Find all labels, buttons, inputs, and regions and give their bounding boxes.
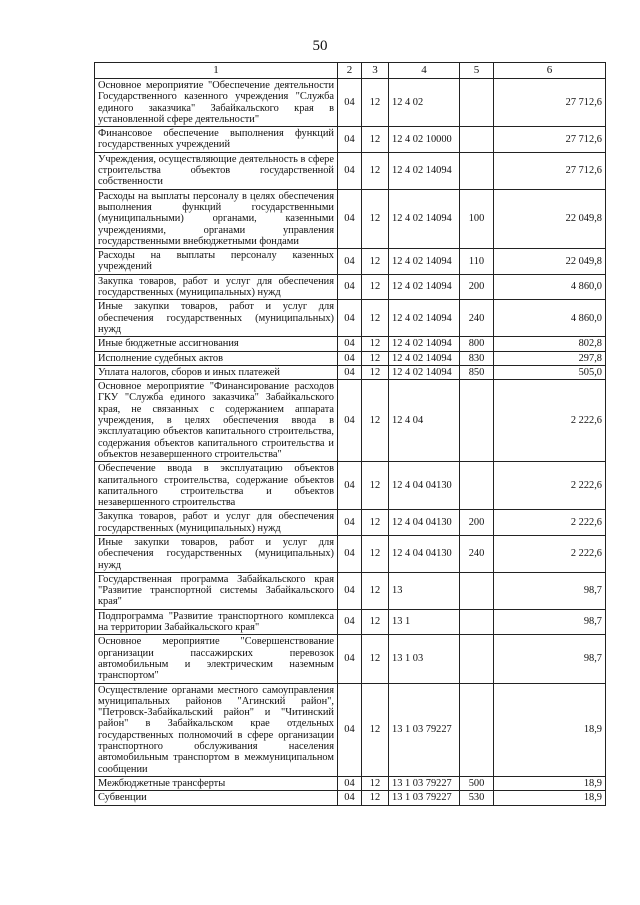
table-row xyxy=(95,249,606,275)
row-name: Иные закупки товаров, работ и услуг для обеспечения государственных (муниципальных) нужд xyxy=(95,535,338,572)
row-target-article: 12 4 02 14094 xyxy=(389,337,460,351)
header-col-2: 2 xyxy=(338,63,362,79)
row-amount: 22 049,8 xyxy=(494,189,606,248)
row-name: Расходы на выплаты персоналу казенных учреждений xyxy=(95,249,338,275)
row-amount: 505,0 xyxy=(494,365,606,379)
row-section: 04 xyxy=(338,249,362,275)
row-subsection: 12 xyxy=(362,337,389,351)
row-expense-type: 530 xyxy=(460,791,494,805)
row-subsection: 12 xyxy=(362,683,389,776)
row-target-article: 12 4 02 14094 xyxy=(389,189,460,248)
row-expense-type xyxy=(460,572,494,609)
row-target-article: 12 4 02 14094 xyxy=(389,365,460,379)
row-name: Иные закупки товаров, работ и услуг для обеспечения государственных (муниципальных) нужд xyxy=(95,300,338,337)
header-col-4: 4 xyxy=(389,63,460,79)
row-amount: 2 222,6 xyxy=(494,462,606,510)
row-target-article: 12 4 02 14094 xyxy=(389,274,460,300)
table-row xyxy=(95,635,606,683)
row-amount: 297,8 xyxy=(494,351,606,365)
row-expense-type xyxy=(460,127,494,153)
row-section: 04 xyxy=(338,609,362,635)
row-name: Иные бюджетные ассигнования xyxy=(95,337,338,351)
row-target-article: 12 4 04 04130 xyxy=(389,462,460,510)
row-section: 04 xyxy=(338,635,362,683)
row-amount: 22 049,8 xyxy=(494,249,606,275)
row-name: Исполнение судебных актов xyxy=(95,351,338,365)
row-target-article: 12 4 04 04130 xyxy=(389,535,460,572)
table-row xyxy=(95,127,606,153)
row-amount: 27 712,6 xyxy=(494,152,606,189)
row-expense-type xyxy=(460,462,494,510)
row-subsection: 12 xyxy=(362,351,389,365)
row-section: 04 xyxy=(338,189,362,248)
row-amount: 18,9 xyxy=(494,776,606,790)
row-target-article: 12 4 04 xyxy=(389,380,460,462)
row-subsection: 12 xyxy=(362,249,389,275)
row-name: Субвенции xyxy=(95,791,338,805)
row-subsection: 12 xyxy=(362,776,389,790)
row-amount: 18,9 xyxy=(494,791,606,805)
row-target-article: 13 1 03 79227 xyxy=(389,791,460,805)
row-target-article: 13 xyxy=(389,572,460,609)
row-subsection: 12 xyxy=(362,79,389,127)
table-row xyxy=(95,189,606,248)
table-row xyxy=(95,152,606,189)
table-row xyxy=(95,274,606,300)
header-row xyxy=(95,63,606,79)
row-name: Межбюджетные трансферты xyxy=(95,776,338,790)
table-row xyxy=(95,337,606,351)
row-expense-type xyxy=(460,683,494,776)
table-row xyxy=(95,380,606,462)
row-amount: 98,7 xyxy=(494,572,606,609)
row-section: 04 xyxy=(338,351,362,365)
row-target-article: 12 4 02 14094 xyxy=(389,300,460,337)
page-number: 50 xyxy=(312,38,328,54)
row-amount: 2 222,6 xyxy=(494,510,606,536)
row-name: Подпрограмма "Развитие транспортного комплекса на территории Забайкальского края" xyxy=(95,609,338,635)
row-expense-type: 830 xyxy=(460,351,494,365)
row-section: 04 xyxy=(338,79,362,127)
row-name: Осуществление органами местного самоуправления муниципальных районов "Агинский район", "Петровск-Забайкальский район" и "Читинский район" в Забайкальском крае отдельных государственных полномочий в сфере организации транспортного обслуживания населения автомобильным транспортом в межмуниципальном сообщении xyxy=(95,683,338,776)
row-subsection: 12 xyxy=(362,380,389,462)
row-subsection: 12 xyxy=(362,535,389,572)
table-row xyxy=(95,300,606,337)
row-amount: 4 860,0 xyxy=(494,300,606,337)
header-col-5: 5 xyxy=(460,63,494,79)
row-target-article: 12 4 02 xyxy=(389,79,460,127)
row-expense-type: 240 xyxy=(460,535,494,572)
table-row xyxy=(95,351,606,365)
row-expense-type xyxy=(460,635,494,683)
budget-table xyxy=(94,62,606,806)
row-expense-type: 110 xyxy=(460,249,494,275)
row-amount: 98,7 xyxy=(494,609,606,635)
table-row xyxy=(95,365,606,379)
row-section: 04 xyxy=(338,683,362,776)
row-expense-type xyxy=(460,609,494,635)
table-row xyxy=(95,791,606,805)
row-name: Закупка товаров, работ и услуг для обеспечения государственных (муниципальных) нужд xyxy=(95,274,338,300)
table-row xyxy=(95,462,606,510)
row-expense-type: 850 xyxy=(460,365,494,379)
row-subsection: 12 xyxy=(362,572,389,609)
row-section: 04 xyxy=(338,462,362,510)
row-target-article: 12 4 02 14094 xyxy=(389,152,460,189)
row-section: 04 xyxy=(338,380,362,462)
row-amount: 2 222,6 xyxy=(494,380,606,462)
row-expense-type: 500 xyxy=(460,776,494,790)
table-row xyxy=(95,683,606,776)
table-row xyxy=(95,776,606,790)
row-amount: 27 712,6 xyxy=(494,79,606,127)
row-target-article: 12 4 02 10000 xyxy=(389,127,460,153)
row-section: 04 xyxy=(338,337,362,351)
row-target-article: 12 4 02 14094 xyxy=(389,351,460,365)
table-row xyxy=(95,510,606,536)
row-subsection: 12 xyxy=(362,609,389,635)
row-subsection: 12 xyxy=(362,127,389,153)
row-section: 04 xyxy=(338,127,362,153)
header-col-3: 3 xyxy=(362,63,389,79)
table-body xyxy=(95,79,606,806)
row-name: Основное мероприятие "Обеспечение деятельности Государственного казенного учреждения "Служба единого заказчика" Забайкальского края в установленной сфере деятельности" xyxy=(95,79,338,127)
row-amount: 2 222,6 xyxy=(494,535,606,572)
row-section: 04 xyxy=(338,791,362,805)
row-section: 04 xyxy=(338,300,362,337)
row-amount: 98,7 xyxy=(494,635,606,683)
row-expense-type: 240 xyxy=(460,300,494,337)
row-subsection: 12 xyxy=(362,510,389,536)
row-expense-type xyxy=(460,79,494,127)
table-row xyxy=(95,609,606,635)
header-col-6: 6 xyxy=(494,63,606,79)
row-section: 04 xyxy=(338,365,362,379)
row-amount: 802,8 xyxy=(494,337,606,351)
row-section: 04 xyxy=(338,572,362,609)
row-section: 04 xyxy=(338,776,362,790)
table-row xyxy=(95,79,606,127)
row-subsection: 12 xyxy=(362,791,389,805)
row-section: 04 xyxy=(338,274,362,300)
row-subsection: 12 xyxy=(362,189,389,248)
row-target-article: 13 1 xyxy=(389,609,460,635)
row-subsection: 12 xyxy=(362,274,389,300)
row-expense-type: 800 xyxy=(460,337,494,351)
row-section: 04 xyxy=(338,535,362,572)
row-name: Учреждения, осуществляющие деятельность в сфере строительства объектов государственной собственности xyxy=(95,152,338,189)
row-target-article: 13 1 03 79227 xyxy=(389,683,460,776)
row-subsection: 12 xyxy=(362,635,389,683)
row-target-article: 13 1 03 79227 xyxy=(389,776,460,790)
row-name: Основное мероприятие "Совершенствование организации пассажирских перевозок автомобильным и электрическим наземным транспортом" xyxy=(95,635,338,683)
row-amount: 18,9 xyxy=(494,683,606,776)
row-target-article: 12 4 02 14094 xyxy=(389,249,460,275)
row-subsection: 12 xyxy=(362,365,389,379)
row-expense-type: 200 xyxy=(460,274,494,300)
row-name: Расходы на выплаты персоналу в целях обеспечения выполнения функций государственными (муниципальными) органами, казенными учреждениями, органами управления государственными внебюджетными фондами xyxy=(95,189,338,248)
header-col-1: 1 xyxy=(95,63,338,79)
row-subsection: 12 xyxy=(362,462,389,510)
row-expense-type xyxy=(460,152,494,189)
row-name: Закупка товаров, работ и услуг для обеспечения государственных (муниципальных) нужд xyxy=(95,510,338,536)
row-target-article: 12 4 04 04130 xyxy=(389,510,460,536)
row-amount: 4 860,0 xyxy=(494,274,606,300)
row-expense-type: 100 xyxy=(460,189,494,248)
row-subsection: 12 xyxy=(362,152,389,189)
row-section: 04 xyxy=(338,152,362,189)
row-name: Обеспечение ввода в эксплуатацию объектов капитального строительства, содержание объектов капитального строительства и объектов незавершенного строительства xyxy=(95,462,338,510)
row-subsection: 12 xyxy=(362,300,389,337)
row-section: 04 xyxy=(338,510,362,536)
row-name: Уплата налогов, сборов и иных платежей xyxy=(95,365,338,379)
row-expense-type: 200 xyxy=(460,510,494,536)
row-name: Основное мероприятие "Финансирование расходов ГКУ "Служба единого заказчика" Забайкальского края, не связанных с содержанием аппарата учреждения, в целях обеспечения ввода в эксплуатацию объектов капитального строительства, содержания объектов капитального строительства и объектов незавершенного строительства" xyxy=(95,380,338,462)
row-target-article: 13 1 03 xyxy=(389,635,460,683)
table-row xyxy=(95,572,606,609)
row-expense-type xyxy=(460,380,494,462)
row-name: Финансовое обеспечение выполнения функций государственных учреждений xyxy=(95,127,338,153)
table-row xyxy=(95,535,606,572)
row-amount: 27 712,6 xyxy=(494,127,606,153)
row-name: Государственная программа Забайкальского края "Развитие транспортной системы Забайкальского края" xyxy=(95,572,338,609)
